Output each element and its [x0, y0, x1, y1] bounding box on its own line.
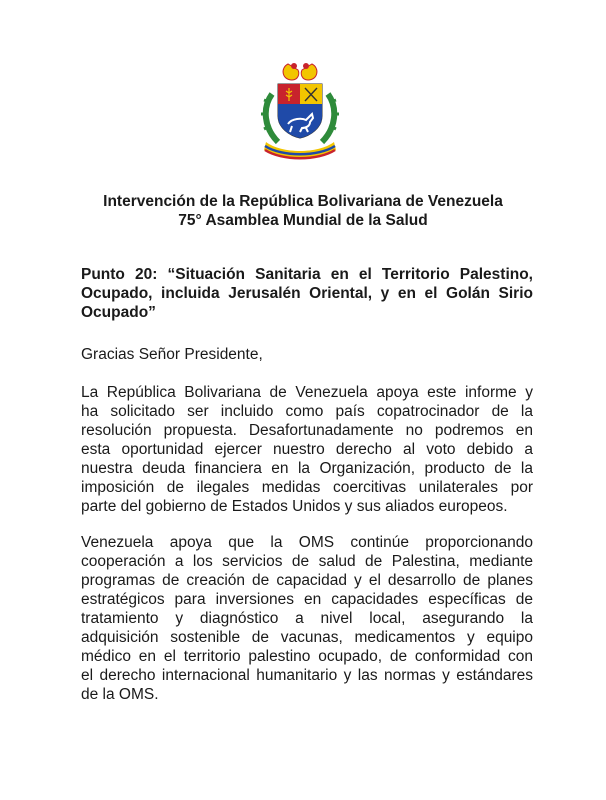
paragraph-line: ha solicitado ser incluido como país copatrocinador de la — [81, 403, 533, 420]
agenda-line: Ocupado, incluida Jerusalén Oriental, y en el Golán Sirio — [81, 285, 533, 302]
greeting: Gracias Señor Presidente, — [81, 346, 263, 363]
heading-line-2: 75° Asamblea Mundial de la Salud — [178, 212, 428, 229]
paragraph-line: tratamiento y diagnóstico a nivel local, asegurando la — [81, 610, 533, 627]
paragraph-line: médico en el territorio palestino ocupado, de conformidad con — [81, 648, 533, 665]
paragraph-line: resolución propuesta. Desafortunadamente no podremos en — [81, 422, 533, 439]
paragraph-2 — [81, 533, 533, 704]
paragraph-1 — [81, 383, 533, 516]
paragraph-line: La República Bolivariana de Venezuela apoya este informe y — [81, 384, 533, 401]
agenda-line: Punto 20: “Situación Sanitaria en el Territorio Palestino, — [81, 266, 533, 283]
agenda-item — [81, 265, 533, 322]
paragraph-line: el derecho internacional humanitario y las normas y estándares — [81, 667, 533, 684]
paragraph-line: esta oportunidad ejercer nuestro derecho al voto debido a — [81, 441, 533, 458]
heading-line-1: Intervención de la República Bolivariana de Venezuela — [103, 193, 503, 210]
paragraph-line: cooperación a los servicios de salud de Palestina, mediante — [81, 553, 533, 570]
coat-of-arms-emblem — [258, 58, 342, 162]
paragraph-line: imposición de ilegales medidas coercitivas unilaterales por — [81, 479, 533, 496]
document-heading — [40, 192, 566, 230]
paragraph-line: programas de creación de capacidad y el desarrollo de planes — [81, 572, 533, 589]
paragraph-line: parte del gobierno de Estados Unidos y sus aliados europeos. — [81, 498, 508, 515]
paragraph-line: nuestra deuda financiera en la Organización, producto de la — [81, 460, 533, 477]
agenda-line: Ocupado” — [81, 304, 156, 321]
paragraph-line: de la OMS. — [81, 686, 159, 703]
paragraph-line: adquisición sostenible de vacunas, medicamentos y equipo — [81, 629, 533, 646]
paragraph-line: Venezuela apoya que la OMS continúe proporcionando — [81, 534, 533, 551]
paragraph-line: estratégicos para inversiones en capacidades específicas de — [81, 591, 533, 608]
